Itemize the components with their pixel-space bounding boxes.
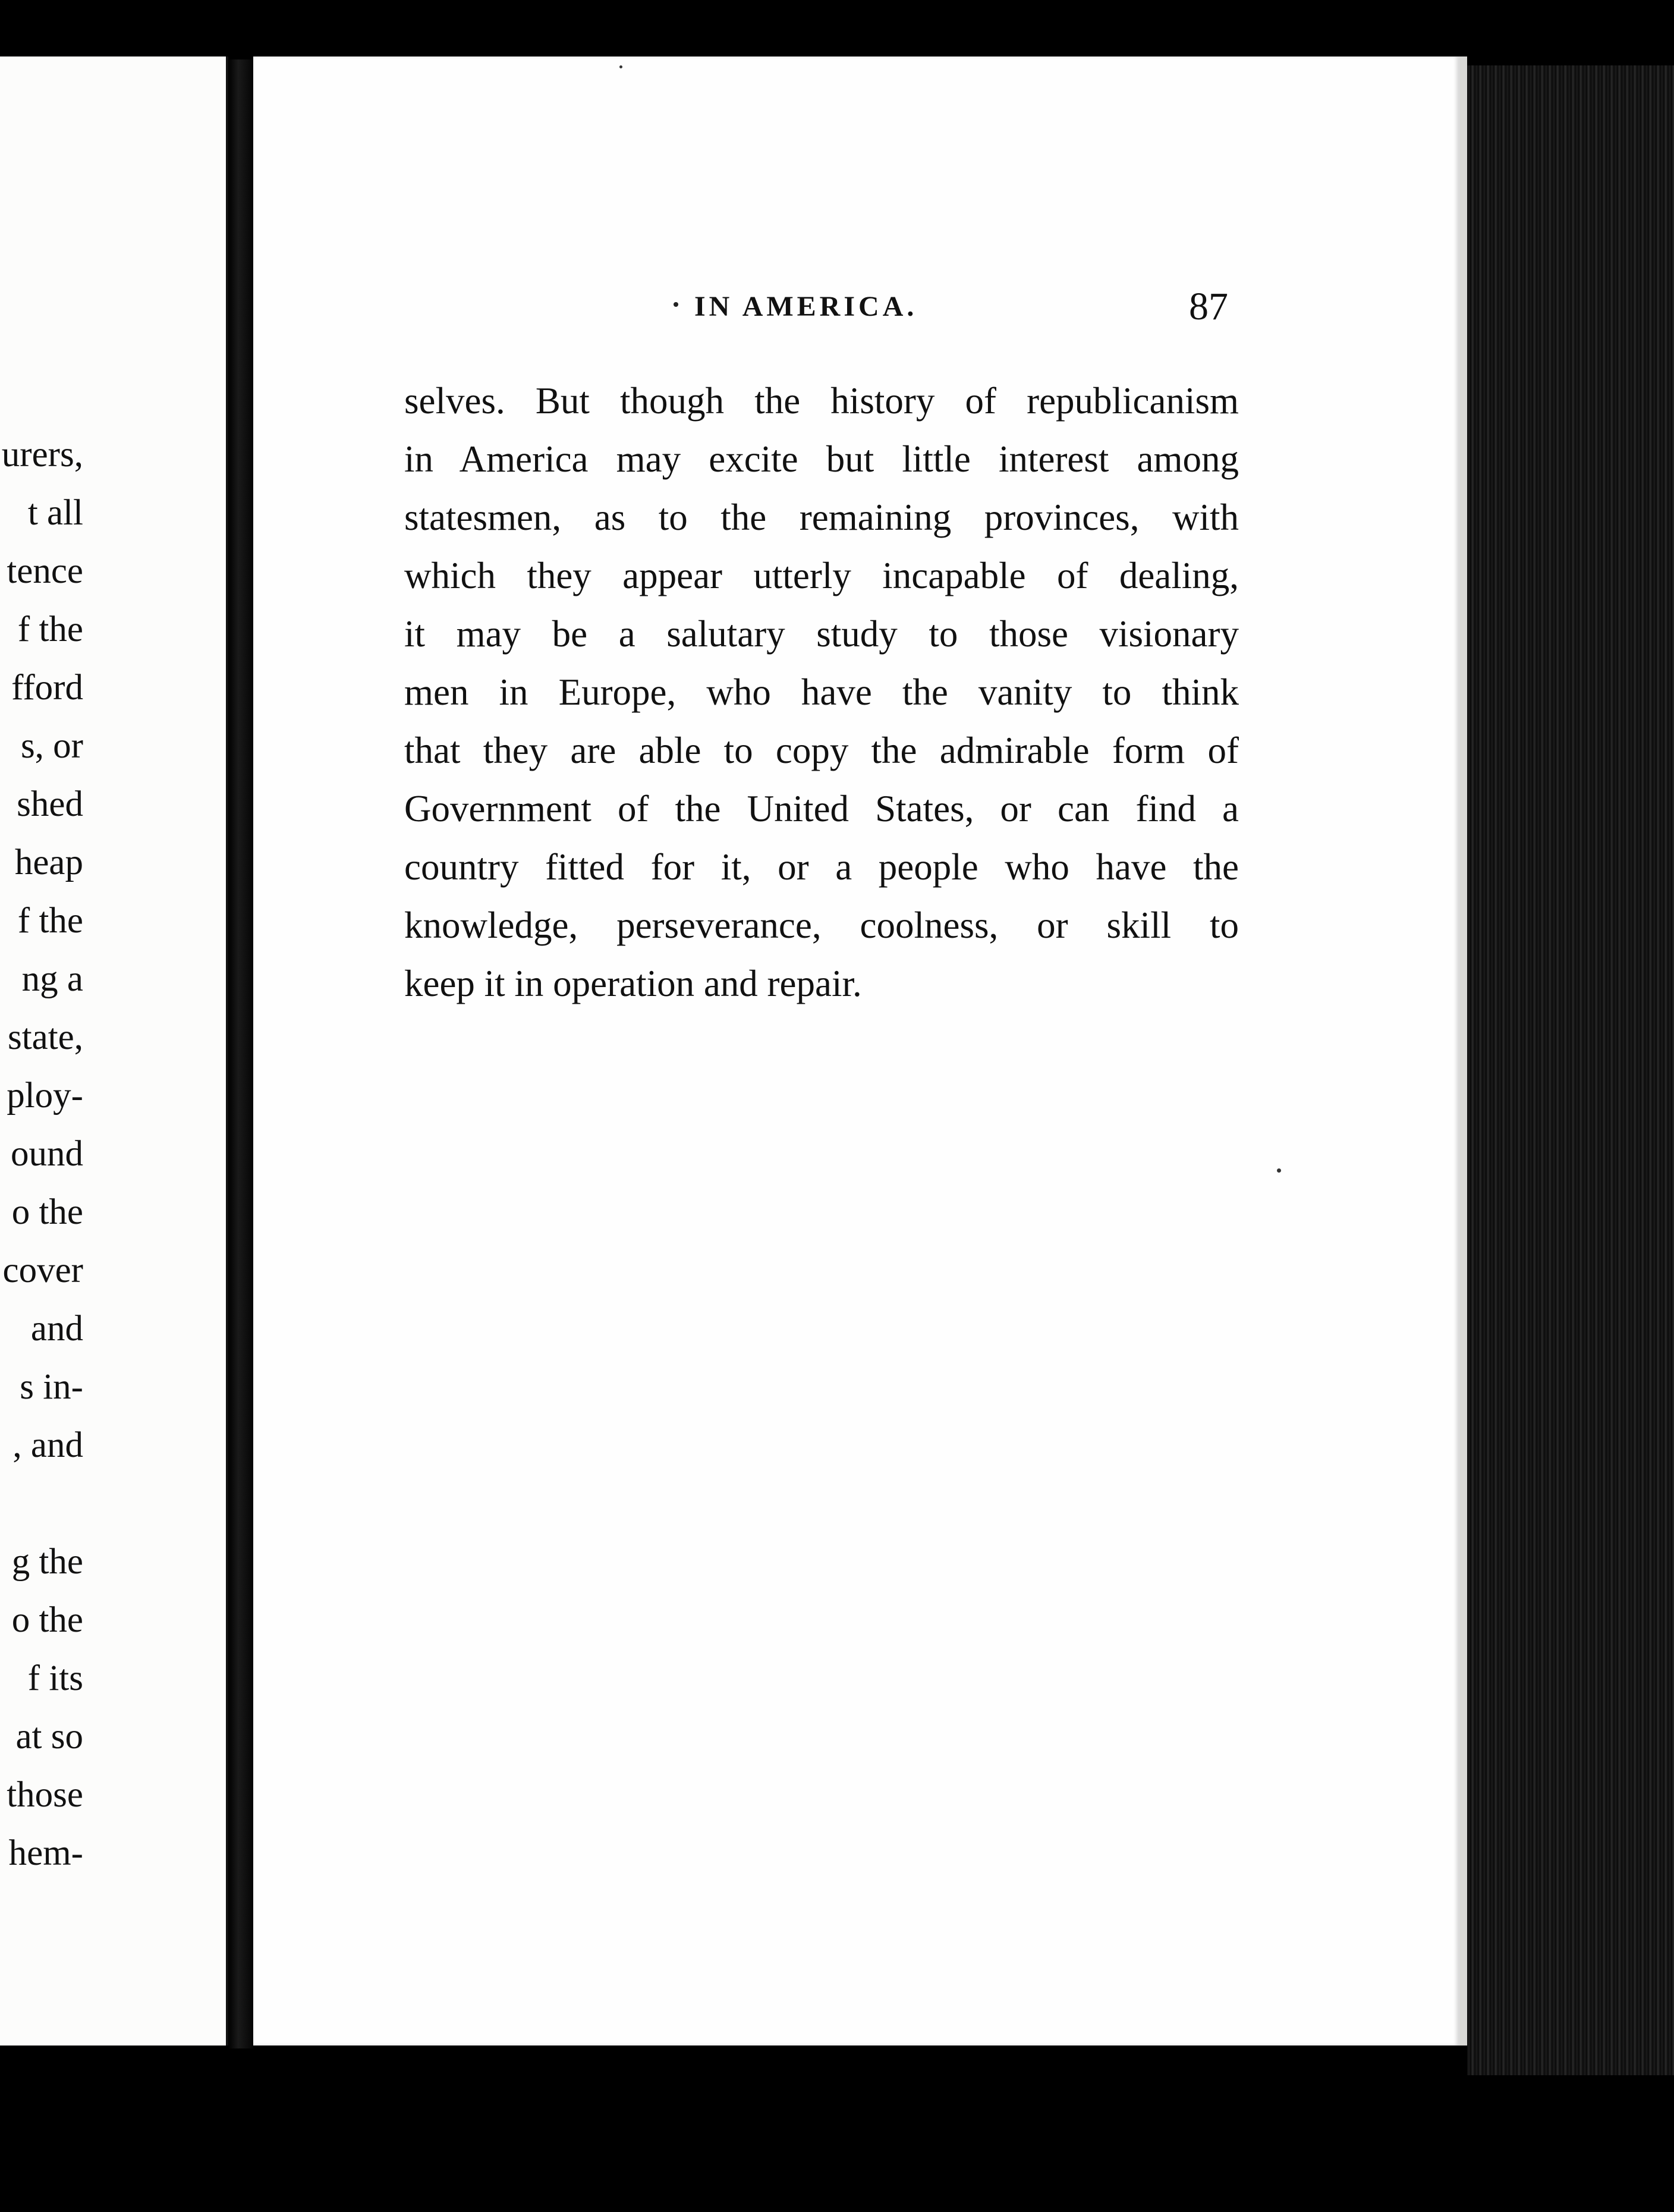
facing-page xyxy=(0,56,228,2046)
facing-line: o the xyxy=(11,1192,83,1232)
page xyxy=(253,56,1460,2046)
text-line: which they appear utterly incapable of dealing, xyxy=(404,555,1239,596)
text-line: keep it in operation and repair. xyxy=(404,963,862,1004)
facing-line: cover xyxy=(2,1250,83,1290)
facing-line: hem- xyxy=(8,1833,83,1873)
text-line: selves. But though the history of republicanism xyxy=(404,380,1239,422)
facing-line: ng a xyxy=(21,959,83,999)
facing-line: o the xyxy=(11,1600,83,1640)
text-line: men in Europe, who have the vanity to think xyxy=(404,671,1239,713)
text-line: statesmen, as to the remaining provinces, with xyxy=(404,497,1239,538)
text-line: it may be a salutary study to those visionary xyxy=(404,613,1239,655)
text-line: country fitted for it, or a people who have the xyxy=(404,846,1239,888)
facing-line: heap xyxy=(14,843,83,882)
paper-speck xyxy=(619,65,622,68)
facing-line: fford xyxy=(11,668,83,708)
facing-line: shed xyxy=(17,784,83,824)
running-head: IN AMERICA. xyxy=(694,291,918,322)
facing-line: s in- xyxy=(20,1367,83,1407)
facing-line: tence xyxy=(7,551,83,591)
facing-line: , and xyxy=(12,1425,83,1465)
book-cover-edge xyxy=(1467,65,1674,2075)
text-line: that they are able to copy the admirable form of xyxy=(404,730,1239,771)
book-gutter xyxy=(228,59,253,2048)
facing-line: state, xyxy=(7,1017,83,1057)
facing-line: and xyxy=(30,1309,83,1349)
facing-line: f its xyxy=(27,1658,83,1698)
facing-line: ploy- xyxy=(7,1076,83,1116)
facing-line: s, or xyxy=(20,726,83,766)
facing-line: f the xyxy=(17,609,83,649)
facing-line: g the xyxy=(11,1542,83,1582)
facing-line: f the xyxy=(17,901,83,941)
facing-line: those xyxy=(7,1775,83,1815)
text-line: knowledge, perseverance, coolness, or skill to xyxy=(404,904,1239,946)
text-line: in America may excite but little interest among xyxy=(404,438,1239,480)
facing-line: t all xyxy=(27,493,83,533)
running-head-dot xyxy=(674,302,678,307)
page-edge xyxy=(1460,56,1467,2046)
paper-speck xyxy=(1277,1168,1281,1173)
text-line: Government of the United States, or can find a xyxy=(404,788,1239,830)
facing-line: urers, xyxy=(1,435,83,475)
facing-line: at so xyxy=(15,1717,83,1757)
facing-line: ound xyxy=(11,1134,83,1174)
page-number: 87 xyxy=(1189,285,1228,328)
body-text xyxy=(404,372,1239,1013)
